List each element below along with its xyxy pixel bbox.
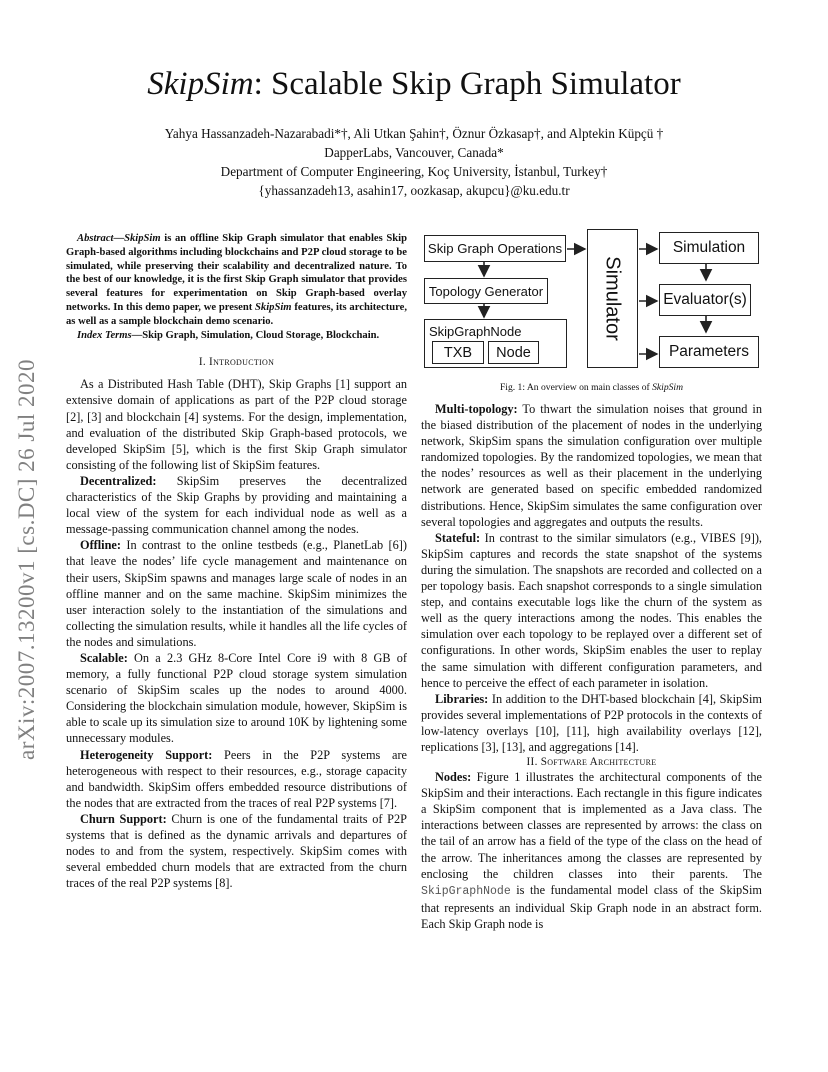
box-skip-graph-operations: Skip Graph Operations xyxy=(424,235,566,262)
box-simulator xyxy=(587,229,638,368)
figure-caption xyxy=(421,382,762,393)
box-node: Node xyxy=(488,341,539,364)
title-italic: SkipSim xyxy=(147,66,254,102)
feature-stateful xyxy=(421,530,762,691)
feature-decentralized xyxy=(66,473,407,537)
feature-scalable-title: Scalable: xyxy=(80,650,128,665)
right-body xyxy=(421,401,762,755)
feature-churn-text: Churn is one of the fundamental traits of P2P systems that is defined as the dynamic arrivals and departures of nodes to and from the system, respectively. SkipSim comes with several embedded churn models that are extracted from the churn traces of the real P2P systems [8]. xyxy=(66,811,407,891)
paper-title xyxy=(0,66,828,103)
feature-decentralized-text: SkipSim preserves the decentralized characteristics of the Skip Graphs by providing and maintaining a local view of the system for each individual node as well as a message-passing communication channel among the nodes. xyxy=(66,473,407,537)
abstract-text-2: features, its architecture, as well as a sample blockchain demo scenario. xyxy=(66,301,407,327)
title-rest: : Scalable Skip Graph Simulator xyxy=(253,66,681,102)
feature-stateful-text: In contrast to the similar simulators (e.g., VIBES [9]), SkipSim captures and records the state snapshot of the systems during the simulation. The snapshots are recorded and collected on a per topology basis. Each snapshot corresponds to a single simulation step, and contains executable logs like the churn of the system as well as the query interactions among the nodes. This enables the simulation over each topology to be replayed over a different set of configurations. In other words, SkipSim enables the user to replay the same simulation with different configuration parameters, and hence to perceive the effect of each parameter in isolation. xyxy=(421,530,762,690)
feature-libraries xyxy=(421,691,762,755)
box-simulation: Simulation xyxy=(659,232,759,264)
feature-multi-topology-title: Multi-topology: xyxy=(435,402,518,416)
abstract-lead: Abstract xyxy=(77,233,114,244)
feature-multi-topology-text: To thwart the simulation noises that ground in the biased distribution of the placement of nodes in the underlying network, SkipSim spans the simulation configuration over multiple randomized topologies. By the randomized topologies, we mean that the nodes’ resources as well as their placement in the underlying network are generated based on specific embedded randomized distributions. Hence, SkipSim simulates the same configuration over several topologies and aggregates and outputs the results. xyxy=(421,402,762,529)
feature-scalable-text: On a 2.3 GHz 8-Core Intel Core i9 with 8 GB of memory, a fully functional P2P cloud storage system simulation scenario of SkipSim scales up the nodes to around 4000. Considering the blockchain simulation module, however, SkipSim is able to scale up its simulation size to around 10K by lightening some unnecessary modules. xyxy=(66,650,407,746)
feature-heterogeneity-title: Heterogeneity Support: xyxy=(80,747,213,762)
abstract-skipsim-2: SkipSim xyxy=(255,301,292,313)
abstract xyxy=(66,232,407,342)
section-heading-architecture: II. Software Architecture xyxy=(526,756,657,769)
box-simulator-label: Simulator xyxy=(602,256,625,341)
right-column xyxy=(421,401,762,932)
box-skipgraphnode-label: SkipGraphNode xyxy=(429,324,522,339)
feature-libraries-text: In addition to the DHT-based blockchain [4], SkipSim provides several implementations of P2P protocols in the contexts of low-latency overlays [10], [11], high availability overlays [12], replications [3], [13], and aggregations [14]. xyxy=(421,691,762,754)
box-topology-generator: Topology Generator xyxy=(424,278,548,304)
left-body xyxy=(66,376,407,891)
nodes-title: Nodes: xyxy=(435,770,472,785)
index-terms-text: —Skip Graph, Simulation, Cloud Storage, Blockchain. xyxy=(131,329,380,341)
figure-architecture xyxy=(421,228,762,368)
abstract-text-1: is an offline Skip Graph simulator that enables Skip Graph-based algorithms including blockchains and P2P cloud storage to be simulated, while preserving their scalability and decentralized nature. To the best of our knowledge, it is the first Skip Graph simulator that provides several features for experimentation on Skip Graph-based overlay networks. In this demo paper, we present xyxy=(66,233,407,313)
intro-paragraph: As a Distributed Hash Table (DHT), Skip Graphs [1] support an extensive domain of applications as part of the P2P cloud storage [2], [3] and blockchain [4] systems. For the design, implementation, and evaluation of the distributed Skip Graph-based protocols, we developed SkipSim [5], which is the first Skip Graph simulator consisting of the following list of SkipSim features. xyxy=(66,377,407,472)
box-parameters: Parameters xyxy=(659,336,759,368)
feature-stateful-title: Stateful: xyxy=(435,530,481,545)
authors-line: Yahya Hassanzadeh-Nazarabadi*†, Ali Utkan Şahin†, Öznur Özkasap†, and Alptekin Küpçü † xyxy=(164,126,664,141)
feature-offline-text: In contrast to the online testbeds (e.g., PlanetLab [6]) that leave the nodes’ life cycle management and maintenance on their users, SkipSim spawns and manages large scale of nodes in an offline manner and on the same machine. SkipSim minimizes the user interaction solely to the instantiation of the simulations and collecting the simulation results, while it handles all the life cycles of the nodes and simulations. xyxy=(66,538,407,649)
index-terms-lead: Index Terms xyxy=(77,329,132,341)
feature-decentralized-title: Decentralized: xyxy=(80,473,157,488)
feature-churn xyxy=(66,811,407,891)
nodes-paragraph xyxy=(421,769,762,932)
feature-churn-title: Churn Support: xyxy=(80,811,167,826)
left-column xyxy=(66,232,407,891)
right-body-2 xyxy=(421,769,762,932)
author-block xyxy=(0,124,828,200)
feature-multi-topology xyxy=(421,401,762,530)
author-emails: {yhassanzadeh13, asahin17, oozkasap, akupcu}@ku.edu.tr xyxy=(258,183,570,198)
box-evaluators: Evaluator(s) xyxy=(659,284,751,316)
nodes-text-2: is the fundamental model class of the SkipSim that represents an individual Skip Graph node in an abstract form. Each Skip Graph node is xyxy=(421,882,762,931)
feature-offline xyxy=(66,537,407,650)
abstract-skipsim-1: SkipSim xyxy=(124,233,161,244)
box-txb: TXB xyxy=(432,341,484,364)
affiliation-2: Department of Computer Engineering, Koç University, İstanbul, Turkey† xyxy=(220,164,608,179)
arxiv-identifier: arXiv:2007.13200v1 [cs.DC] 26 Jul 2020 xyxy=(14,358,39,760)
figure-caption-text: Fig. 1: An overview on main classes of xyxy=(499,382,653,393)
figure-caption-skipsim: SkipSim xyxy=(652,382,684,393)
section-heading-introduction: I. Introduction xyxy=(198,356,275,369)
index-terms xyxy=(66,329,407,343)
skipgraphnode-code: SkipGraphNode xyxy=(421,884,511,898)
feature-heterogeneity xyxy=(66,747,407,811)
nodes-text-1: Figure 1 illustrates the architectural components of the SkipSim and their interactions. Each rectangle in this figure indicates a SkipSim component that is implemented as a Java class. The interactions between classes are represented by arrows: the class on the tail of an arrow has a field of the type of the class on the head of the arrow. The inheritances among the classes are represented by enclosing the children classes into their parents. The xyxy=(421,770,762,881)
feature-libraries-title: Libraries: xyxy=(435,691,489,706)
abstract-dash: — xyxy=(113,233,125,244)
feature-scalable xyxy=(66,650,407,747)
feature-heterogeneity-text: Peers in the P2P systems are heterogeneous with respect to their resources, e.g., storage capacity and bandwidth. SkipSim offers embedded resource distributions of the nodes that are extracted from the traces of real P2P systems [7]. xyxy=(66,747,407,810)
feature-offline-title: Offline: xyxy=(80,538,121,553)
affiliation-1: DapperLabs, Vancouver, Canada* xyxy=(324,145,504,160)
